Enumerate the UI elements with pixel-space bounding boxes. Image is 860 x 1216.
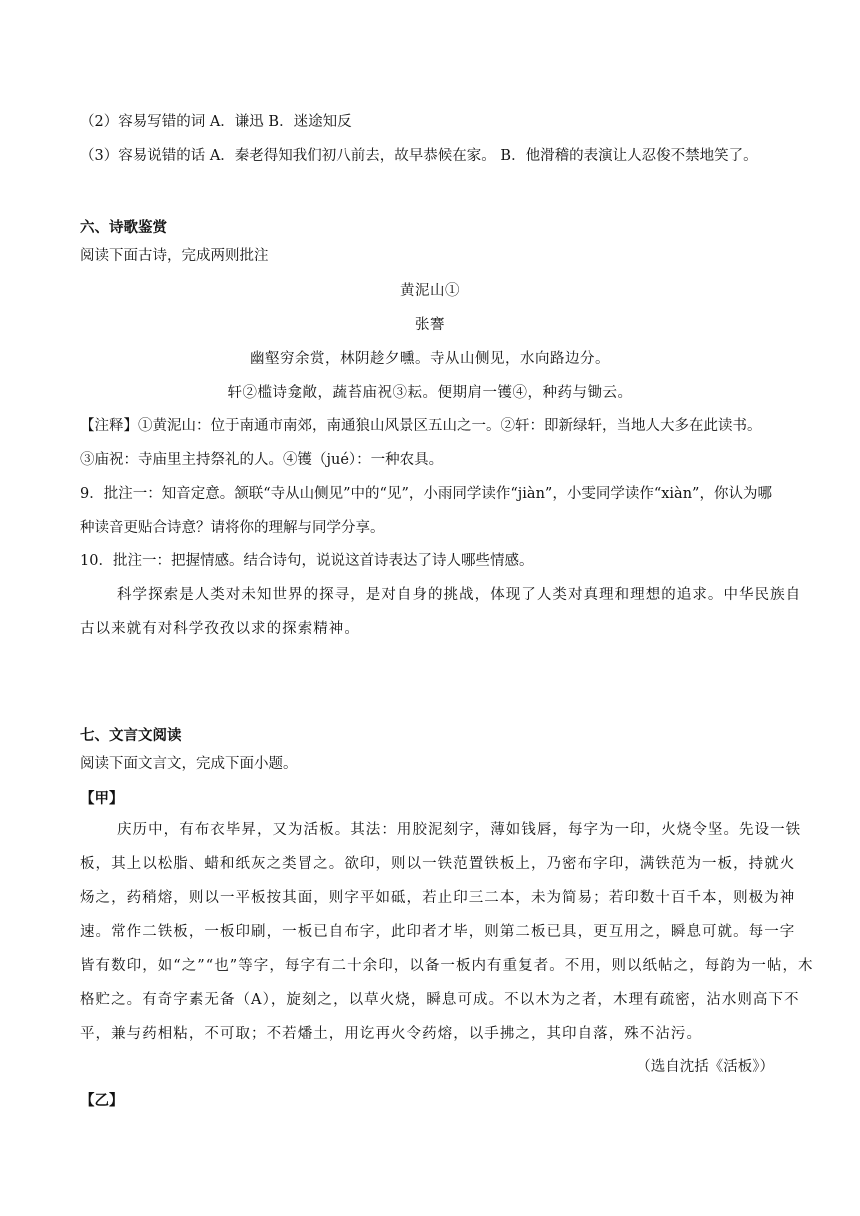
poem-title: 黄泥山① bbox=[400, 283, 460, 299]
section5-item2: （2）容易写错的词 A．谦迅 B．迷途知反 bbox=[80, 114, 352, 130]
classical-text-line: 板，其上以松脂、蜡和纸灰之类冒之。欲印，则以一铁范置铁板上，乃密布字印，满铁范为一板，持就火 bbox=[80, 856, 796, 872]
question-9-line-2: 种读音更贴合诗意？请将你的理解与同学分享。 bbox=[80, 520, 385, 536]
part-a-label: 【甲】 bbox=[80, 790, 124, 807]
classical-text-line: 格贮之。有奇字素无备（A），旋刻之，以草火烧，瞬息可成。不以木为之者，木理有疏密，沾水则高下不 bbox=[80, 992, 800, 1008]
section5-item3: （3）容易说错的话 A．秦老得知我们初八前去，故早恭候在家。 B．他滑稽的表演让人忍俊不禁地笑了。 bbox=[80, 148, 758, 164]
section6-instruction: 阅读下面古诗，完成两则批注 bbox=[80, 248, 269, 264]
source-citation: （选自沈括《活板》） bbox=[636, 1059, 774, 1075]
classical-text-line: 炀之，药稍熔，则以一平板按其面，则字平如砥，若止印三二本，未为简易；若印数十百千本，则极为神 bbox=[80, 890, 796, 906]
classical-text-line: 庆历中，有布衣毕昇，又为活板。其法：用胶泥刻字，薄如钱唇，每字为一印，火烧令坚。先设一铁 bbox=[117, 822, 802, 838]
science-paragraph-line-2: 古以来就有对科学孜孜以求的探索精神。 bbox=[80, 621, 360, 637]
classical-text-line: 平，兼与药相粘，不可取；不若燔土，用讫再火令药熔，以手拂之，其印自落，殊不沾污。 bbox=[80, 1026, 702, 1042]
classical-text-line: 速。常作二铁板，一板印刷，一板已自布字，此印者才毕，则第二板已具，更互用之，瞬息可就。每一字 bbox=[80, 924, 796, 940]
classical-text-line: 皆有数印，如“之”“也”等字，每字有二十余印，以备一板内有重复者。不用，则以纸帖之，每韵为一帖，木 bbox=[80, 958, 814, 974]
section7-heading: 七、文言文阅读 bbox=[80, 727, 182, 744]
section6-heading: 六、诗歌鉴赏 bbox=[80, 219, 167, 236]
poem-line-2: 轩②槛诗龛敞，蔬苔庙祝③耘。便期肩一镬④，种药与锄云。 bbox=[227, 385, 633, 401]
annotation-line-2: ③庙祝：寺庙里主持祭礼的人。④镬（jué）：一种农具。 bbox=[80, 452, 444, 468]
question-9-line-1: 9．批注一：知音定意。颔联“寺从山侧见”中的“见”，小雨同学读作“jiàn”，小雯同学读作“xiàn”，你认为哪 bbox=[80, 486, 772, 502]
section7-instruction: 阅读下面文言文，完成下面小题。 bbox=[80, 756, 298, 772]
part-b-label: 【乙】 bbox=[80, 1092, 124, 1109]
poem-author: 张謇 bbox=[415, 317, 445, 333]
science-paragraph-line-1: 科学探索是人类对未知世界的探寻，是对自身的挑战，体现了人类对真理和理想的追求。中华民族自 bbox=[117, 587, 802, 603]
question-10: 10．批注一：把握情感。结合诗句，说说这首诗表达了诗人哪些情感。 bbox=[80, 553, 534, 569]
annotation-line-1: 【注释】①黄泥山：位于南通市南郊，南通狼山风景区五山之一。②轩：即新绿轩，当地人大多在此读书。 bbox=[80, 418, 762, 434]
poem-line-1: 幽壑穷余赏，林阴趁夕曛。寺从山侧见，水向路边分。 bbox=[250, 351, 610, 367]
